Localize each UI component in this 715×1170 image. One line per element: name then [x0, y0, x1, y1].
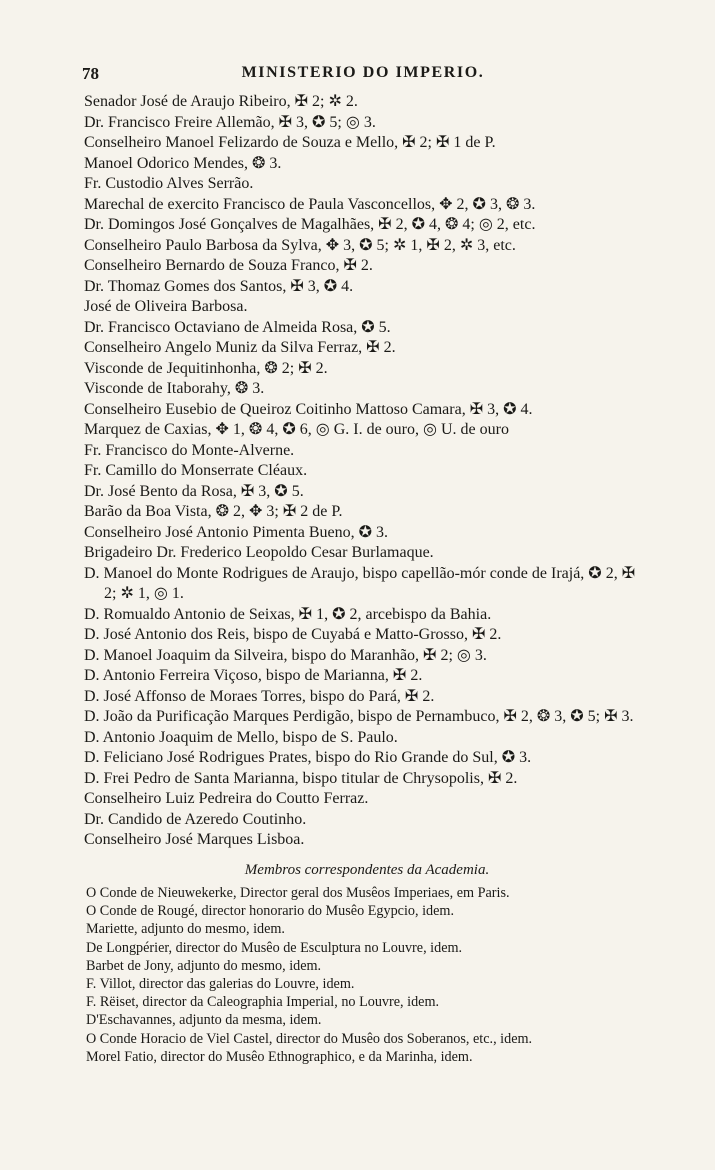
list-item: Conselheiro Bernardo de Souza Franco, ✠ 2.: [84, 257, 373, 274]
list-item: Dr. Thomaz Gomes dos Santos, ✠ 3, ✪ 4.: [84, 277, 354, 295]
list-item: Visconde de Itaborahy, ❂ 3.: [84, 380, 265, 397]
list-item: Barão da Boa Vista, ❂ 2, ✥ 3; ✠ 2 de P.: [84, 503, 343, 520]
correspondents-heading: Membros correspondentes da Academia.: [244, 862, 490, 878]
list-item: Conselheiro José Antonio Pimenta Bueno, ✪ 3.: [84, 523, 389, 541]
list-item: Marquez de Caxias, ✥ 1, ❂ 4, ✪ 6, ◎ G. I. de ouro, ◎ U. de ouro: [84, 421, 509, 438]
list-item: Dr. Candido de Azeredo Coutinho.: [84, 810, 307, 828]
list-item: Fr. Camillo do Monserrate Cléaux.: [84, 462, 308, 479]
list-item: Manoel Odorico Mendes, ❂ 3.: [84, 154, 282, 172]
list-item: Conselheiro José Marques Lisboa.: [84, 831, 305, 848]
member-list: [84, 92, 650, 851]
list-item: Conselheiro Angelo Muniz da Silva Ferraz, ✠ 2.: [84, 339, 396, 356]
list-item: Dr. José Bento da Rosa, ✠ 3, ✪ 5.: [84, 482, 304, 500]
list-item: D. Romualdo Antonio de Seixas, ✠ 1, ✪ 2, arcebispo da Bahia.: [84, 605, 492, 623]
list-item: D. Frei Pedro de Santa Marianna, bispo titular de Chrysopolis, ✠ 2.: [84, 769, 518, 787]
list-item: Barbet de Jony, adjunto do mesmo, idem.: [86, 957, 322, 974]
list-item: Fr. Francisco do Monte-Alverne.: [84, 441, 295, 459]
list-item: D. Antonio Ferreira Viçoso, bispo de Marianna, ✠ 2.: [84, 667, 423, 684]
page-header: [82, 64, 644, 86]
list-item: D'Eschavannes, adjunto da mesma, idem.: [86, 1012, 322, 1029]
list-item: D. José Antonio dos Reis, bispo de Cuyabá e Matto-Grosso, ✠ 2.: [84, 626, 502, 643]
list-item: Conselheiro Eusebio de Queiroz Coitinho Mattoso Camara, ✠ 3, ✪ 4.: [84, 400, 533, 418]
list-item: O Conde Horacio de Viel Castel, director do Musêo dos Soberanos, etc., idem.: [86, 1030, 533, 1047]
list-item: O Conde de Rougé, director honorario do Musêo Egypcio, idem.: [86, 903, 455, 920]
list-item: Mariette, adjunto do mesmo, idem.: [86, 921, 285, 938]
page-number: 78: [82, 64, 99, 83]
list-item: D. Feliciano José Rodrigues Prates, bispo do Rio Grande do Sul, ✪ 3.: [84, 749, 532, 766]
list-item: F. Rëiset, director da Caleographia Imperial, no Louvre, idem.: [86, 994, 440, 1011]
list-item: O Conde de Nieuwekerke, Director geral dos Musêos Imperiaes, em Paris.: [86, 885, 510, 901]
list-item: Senador José de Araujo Ribeiro, ✠ 2; ✲ 2.: [84, 93, 358, 110]
list-item: Marechal de exercito Francisco de Paula Vasconcellos, ✥ 2, ✪ 3, ❂ 3.: [84, 195, 536, 213]
list-item: F. Villot, director das galerias do Louvre, idem.: [86, 976, 355, 993]
list-item: D. João da Purificação Marques Perdigão, bispo de Pernambuco, ✠ 2, ❂ 3, ✪ 5; ✠ 3.: [84, 708, 634, 725]
list-item: Brigadeiro Dr. Frederico Leopoldo Cesar Burlamaque.: [84, 544, 434, 561]
list-item: Conselheiro Manoel Felizardo de Souza e Mello, ✠ 2; ✠ 1 de P.: [84, 134, 496, 151]
list-item: Fr. Custodio Alves Serrão.: [84, 175, 254, 192]
list-item: Visconde de Jequitinhonha, ❂ 2; ✠ 2.: [84, 359, 328, 377]
list-item: Dr. Domingos José Gonçalves de Magalhães, ✠ 2, ✪ 4, ❂ 4; ◎ 2, etc.: [84, 216, 536, 233]
list-item: Dr. Francisco Octaviano de Almeida Rosa, ✪ 5.: [84, 318, 391, 336]
correspondents-list: [86, 884, 646, 1066]
list-item: José de Oliveira Barbosa.: [84, 298, 248, 315]
list-item: Dr. Francisco Freire Allemão, ✠ 3, ✪ 5; ◎ 3.: [84, 113, 376, 131]
list-item: D. Antonio Joaquim de Mello, bispo de S. Paulo.: [84, 728, 398, 746]
list-item: Morel Fatio, director do Musêo Ethnographico, e da Marinha, idem.: [86, 1048, 473, 1065]
list-item: Conselheiro Paulo Barbosa da Sylva, ✥ 3, ✪ 5; ✲ 1, ✠ 2, ✲ 3, etc.: [84, 236, 516, 254]
list-item: De Longpérier, director do Musêo de Esculptura no Louvre, idem.: [86, 939, 463, 956]
list-item: D. Manoel do Monte Rodrigues de Araujo, bispo capellão-mór conde de Irajá, ✪ 2, ✠ 2; ✲ 1, ◎ 1.: [84, 564, 636, 602]
list-item: D. Manoel Joaquim da Silveira, bispo do Maranhão, ✠ 2; ◎ 3.: [84, 646, 487, 664]
running-title: MINISTERIO DO IMPERIO.: [241, 64, 485, 81]
list-item: D. José Affonso de Moraes Torres, bispo do Pará, ✠ 2.: [84, 687, 435, 705]
list-item: Conselheiro Luiz Pedreira do Coutto Ferraz.: [84, 790, 369, 807]
